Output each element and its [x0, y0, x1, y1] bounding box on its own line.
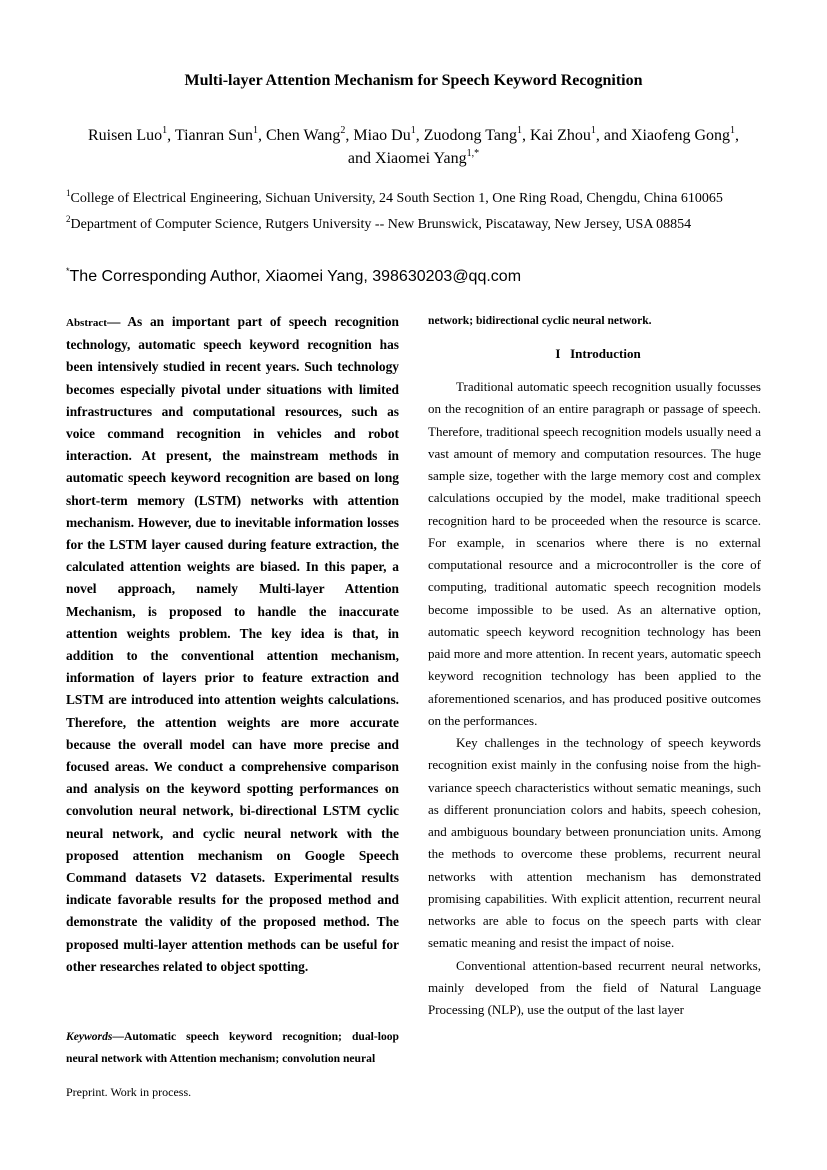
author-separator: ,: [415, 127, 424, 144]
author-separator: ,: [521, 127, 530, 144]
author-affiliation-mark: 1: [516, 125, 522, 136]
author-affiliation-mark: 2: [340, 125, 346, 136]
affiliation-mark: 2: [66, 214, 71, 224]
affiliation-text: College of Electrical Engineering, Sichuan University, 24 South Section 1, One Ring Road, Chengdu, China 610065: [70, 191, 723, 206]
corresponding-mark: *: [66, 266, 70, 276]
author-name: Chen Wang: [265, 127, 341, 144]
abstract-text: As an important part of speech recognition technology, automatic speech keyword recognition has been intensively studied in recent years. Such technology becomes especially pivotal under situations with limited infrastructures and computational resources, such as voice command recognition in vehicles and robot interaction. At present, the mainstream methods in automatic speech keyword recognition are based on long short-term memory (LSTM) networks with attention mechanism. However, due to inevitable information losses for the LSTM layer caused during feature extraction, the calculated attention weights are biased. In this paper, a novel approach, namely Multi-layer Attention Mechanism, is proposed to handle the inaccurate attention weights problem. The key idea is that, in addition to the conventional attention mechanism, information of layers prior to feature extraction and LSTM are introduced into attention weights calculations. Therefore, the attention weights are more accurate because the overall model can have more precise and focused areas. We conduct a comprehensive comparison and analysis on the keyword spotting performances on convolution neural network, bi-directional LSTM cyclic neural network, and cyclic neural network with the proposed attention mechanism on Google Speech Command datasets V2 datasets. Experimental results indicate favorable results for the proposed method and demonstrate the validity of the proposed method. The proposed multi-layer attention methods can be useful for other researches related to object spotting.: [66, 314, 399, 974]
author-affiliation-mark: 1: [590, 125, 596, 136]
author-name: Kai Zhou: [529, 127, 591, 144]
author-affiliation-mark: 1,*: [466, 148, 480, 159]
keywords: [66, 1026, 399, 1069]
paragraph: Conventional attention-based recurrent neural networks, mainly developed from the field of Natural Language Processing (NLP), use the output of the last layer: [428, 957, 761, 1017]
keywords-text: Automatic speech keyword recognition; dual-loop neural network with Attention mechanism; convolution neural: [66, 1030, 399, 1065]
abstract-label: Abstract: [66, 317, 107, 329]
section-heading-introduction: [428, 345, 768, 363]
author-list: Ruisen Luo$^1$, Tianran Sun$^1$, Chen Wang$^2$, Miao Du$^1$, Zuodong Tang$^1$, Kai Zhou$^1$, and Xiaofeng Gong$^1$, and Xiaomei Yang$^{1,*}$: [87, 125, 740, 167]
abstract-dash: —: [106, 314, 128, 329]
paragraph: Key challenges in the technology of speech keywords recognition exist mainly in the confusing noise from the high-variance speech characteristics without sematic meanings, such as different pronunciation colors and habits, speech cohesion, and ambiguous boundary between pronunciation units. Among the methods to overcome these problems, recurrent neural networks with attention mechanism has demonstrated promising capabilities. With explicit attention, recurrent neural networks are able to focus on the speech parts with clear sematic meaning and resist the impact of noise.: [428, 735, 761, 951]
author-separator: , and: [595, 127, 631, 144]
section-title: Introduction: [570, 346, 641, 361]
keywords-label: Keywords: [66, 1030, 113, 1043]
author-name: Xiaofeng Gong: [630, 127, 731, 144]
affiliation: [66, 216, 766, 234]
author-separator: ,: [257, 127, 266, 144]
author-name: Xiaomei Yang: [375, 150, 467, 167]
affiliation: [66, 190, 766, 208]
abstract: [66, 311, 399, 978]
author-name: Tianran Sun: [174, 127, 253, 144]
author-name: Ruisen Luo: [87, 127, 163, 144]
affiliation-mark: 1: [66, 188, 71, 198]
keywords-dash: —: [112, 1030, 124, 1043]
corresponding-author: [66, 266, 521, 288]
paper-title: Multi-layer Attention Mechanism for Speech Keyword Recognition: [184, 72, 643, 89]
author-affiliation-mark: 1: [162, 125, 168, 136]
affiliation-text: Department of Computer Science, Rutgers University -- New Brunswick, Piscataway, New Jersey, USA 08854: [70, 217, 692, 232]
section-numeral: I: [555, 346, 561, 361]
author-affiliation-mark: 1: [410, 125, 416, 136]
author-separator: ,: [345, 127, 354, 144]
paragraph: Traditional automatic speech recognition usually focusses on the recognition of an entire paragraph or passage of speech. Therefore, traditional speech recognition models usually need a vast amount of memory and computation resources. The huge sample size, together with the large memory cost and complex calculations occupied by the model, make traditional speech recognition hard to be proceeded when the resource is scarce. For example, in scenarios where there is no external computational resource and a microcontroller is the core of computing, traditional automatic speech recognition models become impossible to be used. As an alternative option, automatic speech keyword recognition technology has been paid more and more attention. In recent years, automatic speech keyword recognition technology has been applied to the aforementioned scenarios, and has produced positive outcomes on the performances.: [428, 379, 761, 728]
introduction-body: [428, 376, 761, 1021]
author-separator: ,: [167, 127, 175, 144]
footer-note: Preprint. Work in process.: [66, 1085, 192, 1099]
keywords-continuation: network; bidirectional cyclic neural network.: [428, 314, 652, 327]
author-affiliation-mark: 1: [252, 125, 258, 136]
author-name: Miao Du: [353, 127, 411, 144]
author-name: Zuodong Tang: [423, 127, 517, 144]
corresponding-text: The Corresponding Author, Xiaomei Yang, 398630203@qq.com: [69, 268, 522, 285]
author-affiliation-mark: 1: [730, 125, 736, 136]
